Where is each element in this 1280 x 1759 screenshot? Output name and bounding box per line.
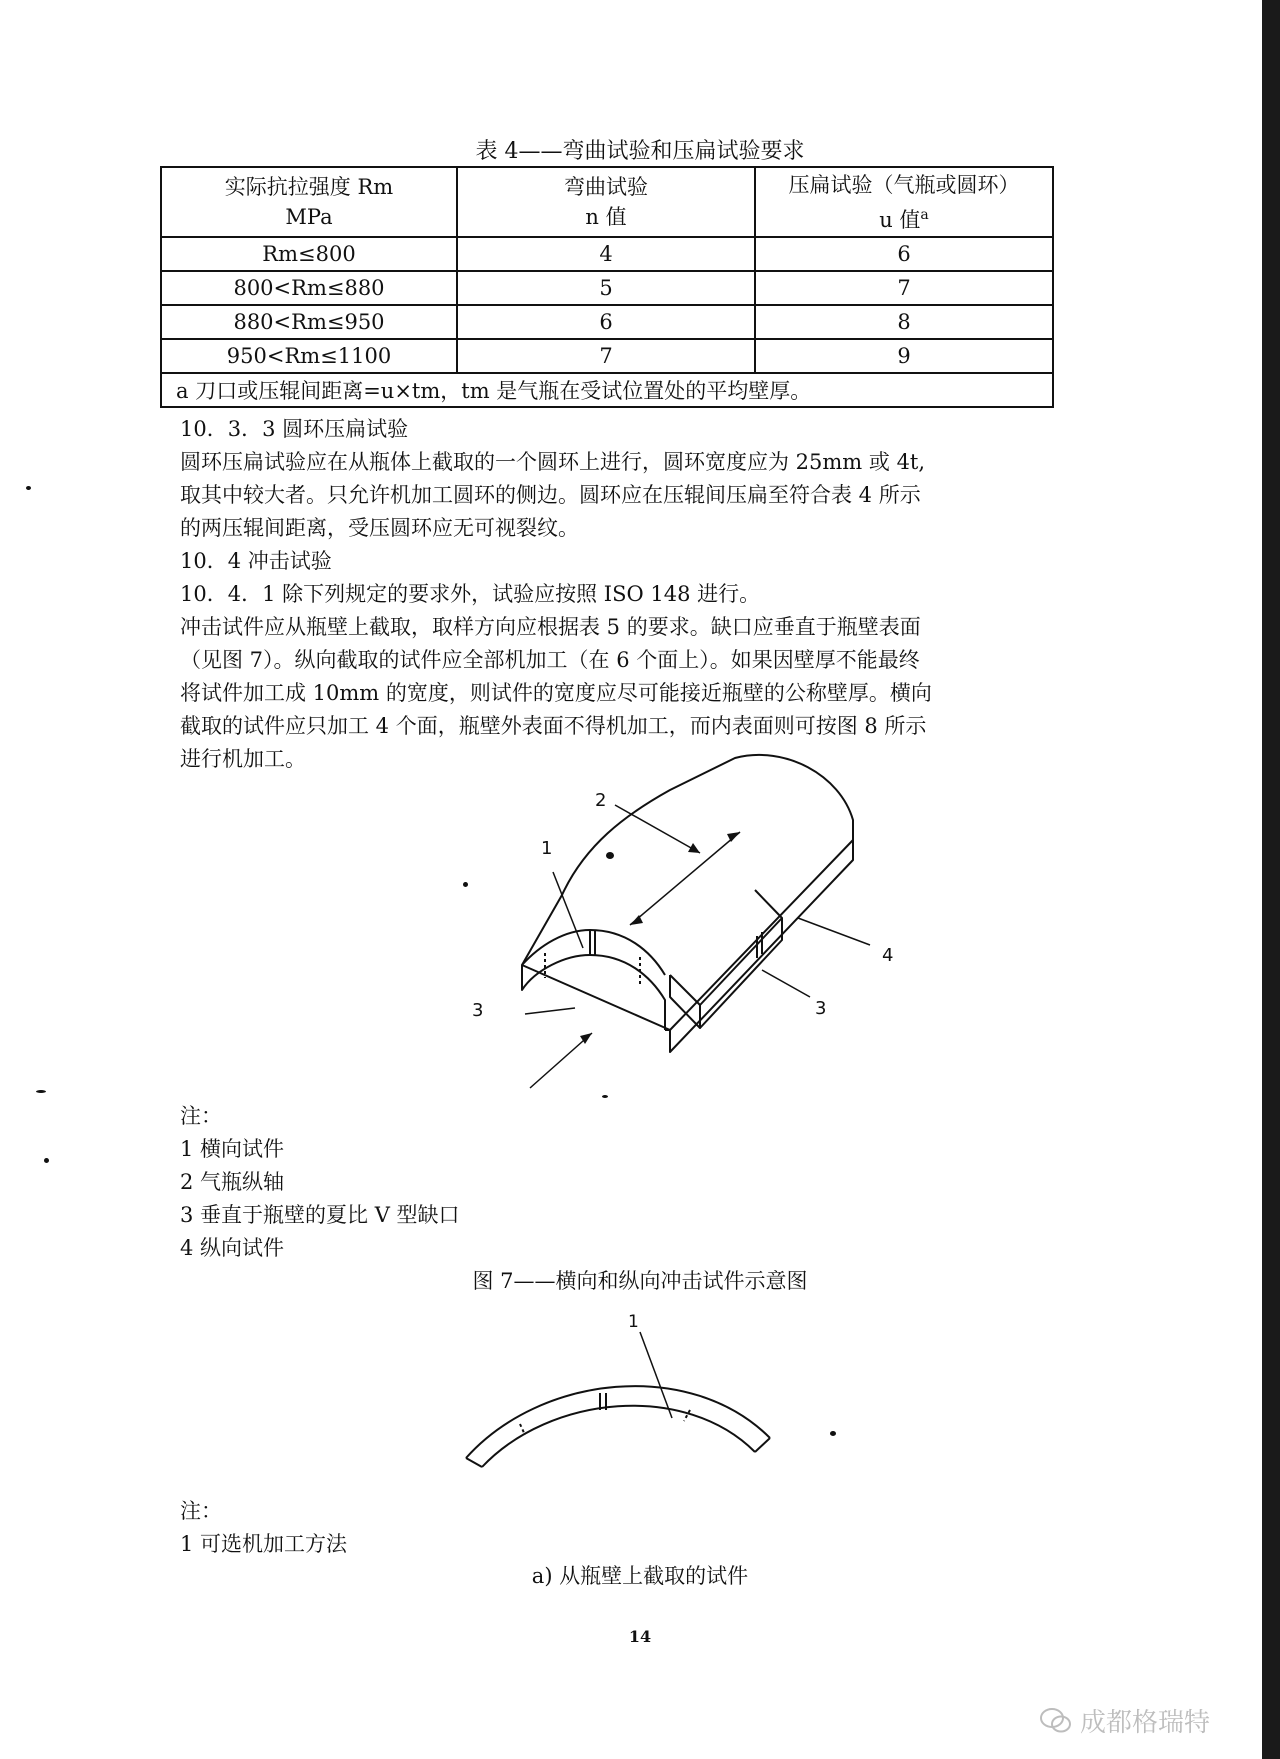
figure-7-label-3-left: 3 <box>472 1000 484 1021</box>
cell-n: 7 <box>457 339 755 373</box>
page-number: 14 <box>628 1627 652 1646</box>
figure-8a-caption: a) 从瓶壁上截取的试件 <box>531 1564 749 1588</box>
section-heading-10-4-1: 10．4．1 除下列规定的要求外，试验应按照 ISO 148 进行。 <box>180 582 761 606</box>
figure-7-note-title: 注： <box>180 1104 222 1128</box>
figure-7-note: 1 横向试件 <box>180 1137 285 1161</box>
section-heading-10-3-3: 10．3．3 圆环压扁试验 <box>180 417 409 441</box>
figure-8a-label-1: 1 <box>628 1312 639 1332</box>
leader-3-left <box>525 1008 575 1014</box>
table-caption: 表 4——弯曲试验和压扁试验要求 <box>475 139 805 164</box>
cell-n: 5 <box>457 271 755 305</box>
cell-u: 9 <box>755 339 1053 373</box>
scan-speck <box>830 1431 836 1436</box>
figure-7-label-3-right: 3 <box>815 998 827 1019</box>
direction-arrow-lower <box>530 1033 592 1088</box>
header-rm-unit: MPa <box>285 205 333 229</box>
figure-7-note: 3 垂直于瓶壁的夏比 V 型缺口 <box>180 1203 460 1227</box>
cell-n: 6 <box>457 305 755 339</box>
figure-7-note: 2 气瓶纵轴 <box>180 1170 285 1194</box>
paragraph-line: 截取的试件应只加工 4 个面，瓶壁外表面不得机加工，而内表面则可按图 8 所示 <box>180 714 927 738</box>
scan-speck <box>44 1158 49 1163</box>
section-heading-10-4: 10．4 冲击试验 <box>180 549 332 573</box>
paragraph-line: 进行机加工。 <box>180 747 306 771</box>
cell-rm: 880<Rm≤950 <box>161 305 457 339</box>
watermark <box>1040 1702 1210 1739</box>
cell-u: 7 <box>755 271 1053 305</box>
cell-rm: 800<Rm≤880 <box>161 271 457 305</box>
scan-speck <box>606 852 614 859</box>
figure-7-label-1: 1 <box>541 838 553 859</box>
figure-8a-note: 1 可选机加工方法 <box>180 1532 348 1556</box>
paragraph-line: （见图 7）。纵向截取的试件应全部机加工（在 6 个面上）。如果因壁厚不能最终 <box>180 648 920 672</box>
cell-rm: 950<Rm≤1100 <box>161 339 457 373</box>
figure-7-label-4: 4 <box>882 945 894 966</box>
watermark-text: 成都格瑞特 <box>1080 1708 1211 1738</box>
scan-speck <box>26 486 31 490</box>
paragraph-line: 冲击试件应从瓶壁上截取，取样方向应根据表 5 的要求。缺口应垂直于瓶壁表面 <box>180 615 921 639</box>
figure-7-specimen-drawing <box>522 755 853 1052</box>
figure-7-label-2: 2 <box>595 790 607 811</box>
header-rm-line1: 实际抗拉强度 Rm <box>224 175 394 199</box>
header-bend-line2: n 值 <box>585 205 627 229</box>
figure-8a-note-title: 注： <box>180 1499 222 1523</box>
scan-speck <box>36 1090 46 1093</box>
paragraph-line: 取其中较大者。只允许机加工圆环的侧边。圆环应在压辊间压扁至符合表 4 所示 <box>180 483 921 507</box>
cell-u: 8 <box>755 305 1053 339</box>
paragraph-line: 将试件加工成 10mm 的宽度，则试件的宽度应尽可能接近瓶壁的公称壁厚。横向 <box>180 681 932 705</box>
scan-speck <box>602 1095 608 1098</box>
header-flatten-u: u 值 <box>879 207 921 232</box>
header-bend-line1: 弯曲试验 <box>564 175 648 199</box>
leader-3-right <box>762 970 810 997</box>
cell-rm: Rm≤800 <box>161 237 457 271</box>
cell-u: 6 <box>755 237 1053 271</box>
footnote-marker: a <box>920 206 929 223</box>
cell-n: 4 <box>457 237 755 271</box>
wechat-icon <box>1040 1708 1072 1734</box>
scan-speck <box>463 882 468 887</box>
paragraph-line: 的两压辊间距离，受压圆环应无可视裂纹。 <box>180 516 579 540</box>
paragraph-line: 圆环压扁试验应在从瓶体上截取的一个圆环上进行，圆环宽度应为 25mm 或 4t, <box>180 450 926 474</box>
header-flatten-line1: 压扁试验（气瓶或圆环） <box>788 172 1020 197</box>
leader-4 <box>798 918 870 945</box>
figure-8a-ring-segment <box>466 1386 770 1467</box>
table-footnote: a 刀口或压辊间距离=u×tm，tm 是气瓶在受试位置处的平均壁厚。 <box>161 373 1053 407</box>
figure-7-caption: 图 7——横向和纵向冲击试件示意图 <box>472 1269 808 1293</box>
figure-7-note: 4 纵向试件 <box>180 1236 285 1260</box>
